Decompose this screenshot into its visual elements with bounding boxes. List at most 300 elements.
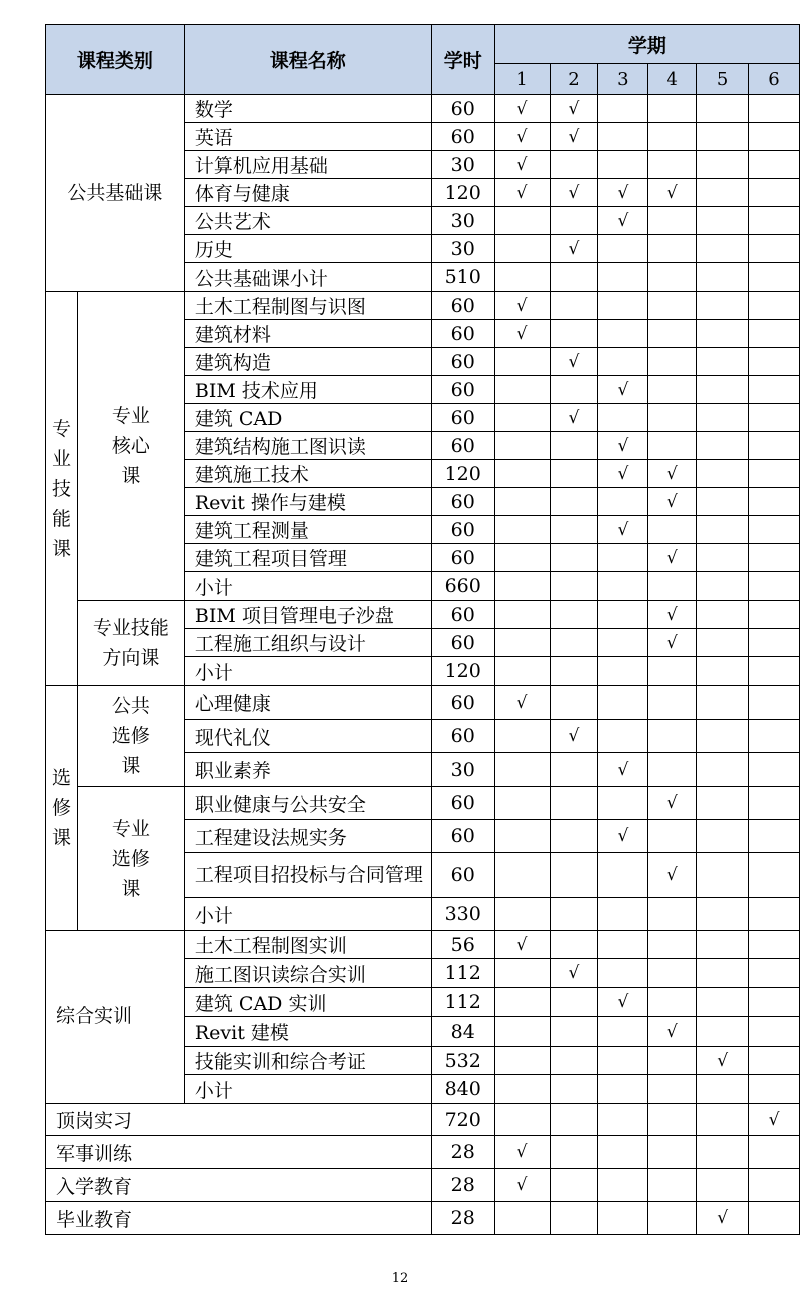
course-hours: 60 (431, 432, 494, 460)
semester-5-check (697, 95, 749, 123)
semester-2-check: √ (550, 959, 598, 988)
semester-2-check (550, 686, 598, 720)
semester-1-check (494, 376, 550, 404)
semester-4-check (648, 898, 697, 931)
semester-1-check: √ (494, 320, 550, 348)
semester-2-check (550, 1075, 598, 1104)
course-name: 毕业教育 (46, 1202, 432, 1235)
course-hours: 60 (431, 376, 494, 404)
semester-1-check: √ (494, 686, 550, 720)
semester-2-check (550, 931, 598, 959)
semester-3-check: √ (598, 460, 648, 488)
semester-4-check (648, 376, 697, 404)
semester-2-check (550, 292, 598, 320)
semester-4-check (648, 820, 697, 853)
course-name: 现代礼仪 (184, 720, 431, 753)
semester-2-check (550, 1017, 598, 1047)
semester-3-check: √ (598, 516, 648, 544)
category-direction: 专业技能方向课 (77, 601, 184, 686)
semester-1-check (494, 263, 550, 292)
course-name: 小计 (184, 1075, 431, 1104)
semester-2-check: √ (550, 235, 598, 263)
semester-6-check (749, 686, 800, 720)
course-hours: 840 (431, 1075, 494, 1104)
course-hours: 60 (431, 820, 494, 853)
semester-3-check (598, 931, 648, 959)
semester-5-check (697, 1104, 749, 1136)
semester-1-check (494, 348, 550, 376)
semester-6-check (749, 1169, 800, 1202)
semester-5-check: √ (697, 1202, 749, 1235)
semester-6-check (749, 544, 800, 572)
course-name: 建筑结构施工图识读 (184, 432, 431, 460)
semester-4-check (648, 988, 697, 1017)
course-hours: 60 (431, 720, 494, 753)
curriculum-table (45, 24, 800, 1235)
semester-3-check (598, 95, 648, 123)
semester-2-check (550, 657, 598, 686)
course-hours: 60 (431, 787, 494, 820)
semester-5-check (697, 151, 749, 179)
semester-5-check (697, 235, 749, 263)
semester-5-check (697, 1169, 749, 1202)
semester-4-check: √ (648, 179, 697, 207)
semester-6-check (749, 720, 800, 753)
semester-6-check (749, 753, 800, 787)
course-name: 施工图识读综合实训 (184, 959, 431, 988)
course-hours: 60 (431, 488, 494, 516)
semester-4-check (648, 516, 697, 544)
course-hours: 30 (431, 207, 494, 235)
semester-3-check: √ (598, 207, 648, 235)
table-row (46, 931, 800, 959)
course-name: 顶岗实习 (46, 1104, 432, 1136)
table-row (46, 95, 800, 123)
semester-2-check (550, 572, 598, 601)
semester-1-check (494, 404, 550, 432)
semester-3-check (598, 348, 648, 376)
semester-2-check: √ (550, 123, 598, 151)
semester-2-check (550, 629, 598, 657)
semester-4-check (648, 720, 697, 753)
semester-4-check (648, 151, 697, 179)
semester-6-check (749, 95, 800, 123)
course-hours: 30 (431, 753, 494, 787)
course-name: 土木工程制图与识图 (184, 292, 431, 320)
semester-4-check (648, 292, 697, 320)
semester-6-check (749, 657, 800, 686)
semester-5-check (697, 179, 749, 207)
course-name: 入学教育 (46, 1169, 432, 1202)
course-hours: 60 (431, 95, 494, 123)
semester-3-check (598, 959, 648, 988)
semester-4-header: 4 (648, 64, 697, 95)
semester-5-check (697, 207, 749, 235)
course-hours: 30 (431, 151, 494, 179)
semester-1-check (494, 720, 550, 753)
semester-6-check (749, 787, 800, 820)
semester-4-check (648, 1202, 697, 1235)
semester-1-check: √ (494, 1169, 550, 1202)
semester-2-check (550, 988, 598, 1017)
semester-5-check (697, 787, 749, 820)
course-name: 公共基础课小计 (184, 263, 431, 292)
course-hours: 510 (431, 263, 494, 292)
course-name: 心理健康 (184, 686, 431, 720)
semester-6-check (749, 572, 800, 601)
course-hours: 60 (431, 601, 494, 629)
semester-1-check: √ (494, 931, 550, 959)
semester-3-check (598, 1169, 648, 1202)
semester-6-check (749, 853, 800, 898)
semester-2-check (550, 1169, 598, 1202)
semester-1-check (494, 601, 550, 629)
semester-3-check (598, 404, 648, 432)
course-name: 小计 (184, 572, 431, 601)
semester-1-check (494, 207, 550, 235)
semester-4-check (648, 1136, 697, 1169)
semester-2-check (550, 488, 598, 516)
header-category: 课程类别 (46, 25, 185, 95)
semester-5-check (697, 931, 749, 959)
semester-1-check (494, 820, 550, 853)
semester-2-check (550, 432, 598, 460)
semester-3-check (598, 1047, 648, 1075)
course-hours: 60 (431, 516, 494, 544)
semester-6-check (749, 516, 800, 544)
course-hours: 60 (431, 123, 494, 151)
semester-3-check (598, 1075, 648, 1104)
table-row (46, 1104, 800, 1136)
course-name: 建筑 CAD (184, 404, 431, 432)
semester-3-check (598, 151, 648, 179)
course-hours: 660 (431, 572, 494, 601)
semester-3-check (598, 1136, 648, 1169)
semester-1-check (494, 629, 550, 657)
semester-4-check (648, 320, 697, 348)
semester-1-check: √ (494, 179, 550, 207)
semester-1-check (494, 1047, 550, 1075)
semester-5-check (697, 1136, 749, 1169)
semester-2-check (550, 787, 598, 820)
category-skill: 专业技能课 (46, 292, 78, 686)
semester-5-check (697, 629, 749, 657)
semester-5-check (697, 488, 749, 516)
semester-1-check (494, 432, 550, 460)
semester-3-check (598, 488, 648, 516)
course-name: 建筑工程项目管理 (184, 544, 431, 572)
semester-5-check (697, 686, 749, 720)
semester-4-check (648, 432, 697, 460)
semester-2-check (550, 263, 598, 292)
semester-1-header: 1 (494, 64, 550, 95)
category-core: 专业核心课 (77, 292, 184, 601)
semester-4-check (648, 1169, 697, 1202)
semester-3-check (598, 686, 648, 720)
course-name: 建筑施工技术 (184, 460, 431, 488)
semester-5-check (697, 376, 749, 404)
semester-3-check: √ (598, 988, 648, 1017)
semester-4-check: √ (648, 1017, 697, 1047)
semester-3-check (598, 787, 648, 820)
semester-1-check (494, 460, 550, 488)
semester-1-check: √ (494, 151, 550, 179)
semester-4-check: √ (648, 629, 697, 657)
semester-2-check (550, 1104, 598, 1136)
course-name: 工程建设法规实务 (184, 820, 431, 853)
course-name: BIM 项目管理电子沙盘 (184, 601, 431, 629)
course-name: 数学 (184, 95, 431, 123)
course-hours: 28 (431, 1169, 494, 1202)
semester-5-check (697, 320, 749, 348)
course-name: Revit 建模 (184, 1017, 431, 1047)
semester-5-check: √ (697, 1047, 749, 1075)
semester-3-check (598, 898, 648, 931)
table-row (46, 1169, 800, 1202)
semester-3-check (598, 320, 648, 348)
semester-2-check: √ (550, 720, 598, 753)
semester-6-check (749, 1202, 800, 1235)
semester-4-check (648, 263, 697, 292)
course-hours: 112 (431, 959, 494, 988)
semester-3-check: √ (598, 753, 648, 787)
course-name: 历史 (184, 235, 431, 263)
course-name: 建筑工程测量 (184, 516, 431, 544)
category-practice: 综合实训 (46, 931, 185, 1104)
table-row (46, 787, 800, 820)
category-major-elective: 专业选修课 (77, 787, 184, 931)
course-hours: 60 (431, 853, 494, 898)
semester-4-check: √ (648, 853, 697, 898)
course-name: 技能实训和综合考证 (184, 1047, 431, 1075)
semester-1-check (494, 544, 550, 572)
semester-1-check (494, 1075, 550, 1104)
semester-5-header: 5 (697, 64, 749, 95)
semester-5-check (697, 1017, 749, 1047)
semester-5-check (697, 720, 749, 753)
semester-3-check (598, 720, 648, 753)
semester-6-check (749, 263, 800, 292)
table-row (46, 1136, 800, 1169)
table-row (46, 292, 800, 320)
semester-3-check (598, 601, 648, 629)
semester-5-check (697, 988, 749, 1017)
semester-2-check (550, 207, 598, 235)
semester-4-check: √ (648, 601, 697, 629)
category-public-elective: 公共选修课 (77, 686, 184, 787)
semester-4-check (648, 348, 697, 376)
semester-3-check (598, 235, 648, 263)
semester-6-check (749, 629, 800, 657)
semester-2-check (550, 1202, 598, 1235)
semester-4-check: √ (648, 488, 697, 516)
semester-6-check (749, 601, 800, 629)
semester-3-check: √ (598, 179, 648, 207)
semester-1-check (494, 853, 550, 898)
semester-3-check: √ (598, 432, 648, 460)
semester-6-check (749, 123, 800, 151)
semester-6-check (749, 1136, 800, 1169)
course-name: 建筑构造 (184, 348, 431, 376)
semester-2-check (550, 1047, 598, 1075)
page-number: 12 (391, 1271, 409, 1286)
semester-2-check (550, 853, 598, 898)
course-name: 土木工程制图实训 (184, 931, 431, 959)
semester-4-check (648, 686, 697, 720)
semester-2-check (550, 898, 598, 931)
course-name: 体育与健康 (184, 179, 431, 207)
semester-4-check: √ (648, 460, 697, 488)
semester-6-check (749, 179, 800, 207)
semester-4-check (648, 207, 697, 235)
semester-2-check (550, 460, 598, 488)
semester-5-check (697, 404, 749, 432)
semester-4-check (648, 753, 697, 787)
semester-6-check (749, 931, 800, 959)
semester-1-check (494, 898, 550, 931)
semester-4-check (648, 123, 697, 151)
course-name: 建筑 CAD 实训 (184, 988, 431, 1017)
course-hours: 120 (431, 657, 494, 686)
semester-6-check (749, 988, 800, 1017)
semester-6-check (749, 348, 800, 376)
semester-5-check (697, 263, 749, 292)
semester-2-check: √ (550, 95, 598, 123)
course-hours: 28 (431, 1202, 494, 1235)
semester-2-check: √ (550, 179, 598, 207)
semester-2-check (550, 151, 598, 179)
semester-5-check (697, 572, 749, 601)
course-hours: 112 (431, 988, 494, 1017)
course-name: 职业健康与公共安全 (184, 787, 431, 820)
semester-5-check (697, 516, 749, 544)
semester-6-check (749, 151, 800, 179)
semester-6-check (749, 1075, 800, 1104)
semester-4-check (648, 572, 697, 601)
semester-4-check (648, 95, 697, 123)
semester-3-check (598, 1017, 648, 1047)
semester-1-check: √ (494, 1136, 550, 1169)
course-hours: 28 (431, 1136, 494, 1169)
course-hours: 330 (431, 898, 494, 931)
course-name: 小计 (184, 657, 431, 686)
semester-4-check (648, 959, 697, 988)
course-hours: 532 (431, 1047, 494, 1075)
semester-5-check (697, 292, 749, 320)
semester-1-check (494, 1017, 550, 1047)
course-name: 工程项目招投标与合同管理 (184, 853, 431, 898)
semester-4-check (648, 931, 697, 959)
semester-5-check (697, 853, 749, 898)
semester-3-check (598, 292, 648, 320)
semester-6-check (749, 898, 800, 931)
semester-3-check (598, 853, 648, 898)
semester-3-check (598, 544, 648, 572)
table-row (46, 1202, 800, 1235)
semester-1-check (494, 572, 550, 601)
course-hours: 120 (431, 179, 494, 207)
semester-2-check (550, 753, 598, 787)
semester-1-check (494, 657, 550, 686)
semester-1-check (494, 988, 550, 1017)
course-hours: 56 (431, 931, 494, 959)
semester-6-check (749, 432, 800, 460)
semester-5-check (697, 820, 749, 853)
course-hours: 720 (431, 1104, 494, 1136)
semester-3-check (598, 263, 648, 292)
semester-3-check (598, 629, 648, 657)
semester-6-check: √ (749, 1104, 800, 1136)
semester-6-check (749, 376, 800, 404)
semester-1-check (494, 1202, 550, 1235)
course-name: Revit 操作与建模 (184, 488, 431, 516)
semester-6-check (749, 207, 800, 235)
course-hours: 60 (431, 292, 494, 320)
semester-2-check (550, 376, 598, 404)
semester-4-check (648, 235, 697, 263)
category-public: 公共基础课 (46, 95, 185, 292)
course-hours: 60 (431, 686, 494, 720)
course-hours: 120 (431, 460, 494, 488)
course-hours: 30 (431, 235, 494, 263)
semester-6-check (749, 1017, 800, 1047)
semester-2-check (550, 544, 598, 572)
semester-6-header: 6 (749, 64, 800, 95)
semester-5-check (697, 959, 749, 988)
semester-3-check: √ (598, 376, 648, 404)
semester-5-check (697, 601, 749, 629)
category-elective: 选修课 (46, 686, 78, 931)
course-name: 英语 (184, 123, 431, 151)
semester-6-check (749, 488, 800, 516)
semester-5-check (697, 657, 749, 686)
semester-5-check (697, 460, 749, 488)
semester-5-check (697, 1075, 749, 1104)
semester-2-check: √ (550, 404, 598, 432)
semester-1-check: √ (494, 95, 550, 123)
semester-5-check (697, 898, 749, 931)
semester-5-check (697, 348, 749, 376)
table-row (46, 601, 800, 629)
course-hours: 60 (431, 320, 494, 348)
course-name: 计算机应用基础 (184, 151, 431, 179)
course-name: 小计 (184, 898, 431, 931)
semester-3-check (598, 1202, 648, 1235)
semester-6-check (749, 1047, 800, 1075)
semester-2-header: 2 (550, 64, 598, 95)
semester-1-check (494, 787, 550, 820)
table-row (46, 686, 800, 720)
course-name: 军事训练 (46, 1136, 432, 1169)
header-hours: 学时 (431, 25, 494, 95)
semester-2-check (550, 516, 598, 544)
semester-6-check (749, 959, 800, 988)
semester-2-check (550, 320, 598, 348)
semester-4-check (648, 1047, 697, 1075)
semester-4-check (648, 1104, 697, 1136)
course-name: 建筑材料 (184, 320, 431, 348)
semester-2-check (550, 1136, 598, 1169)
semester-1-check: √ (494, 292, 550, 320)
semester-1-check (494, 235, 550, 263)
course-hours: 84 (431, 1017, 494, 1047)
semester-6-check (749, 460, 800, 488)
semester-6-check (749, 320, 800, 348)
semester-5-check (697, 123, 749, 151)
semester-4-check: √ (648, 787, 697, 820)
course-name: 职业素养 (184, 753, 431, 787)
semester-6-check (749, 404, 800, 432)
